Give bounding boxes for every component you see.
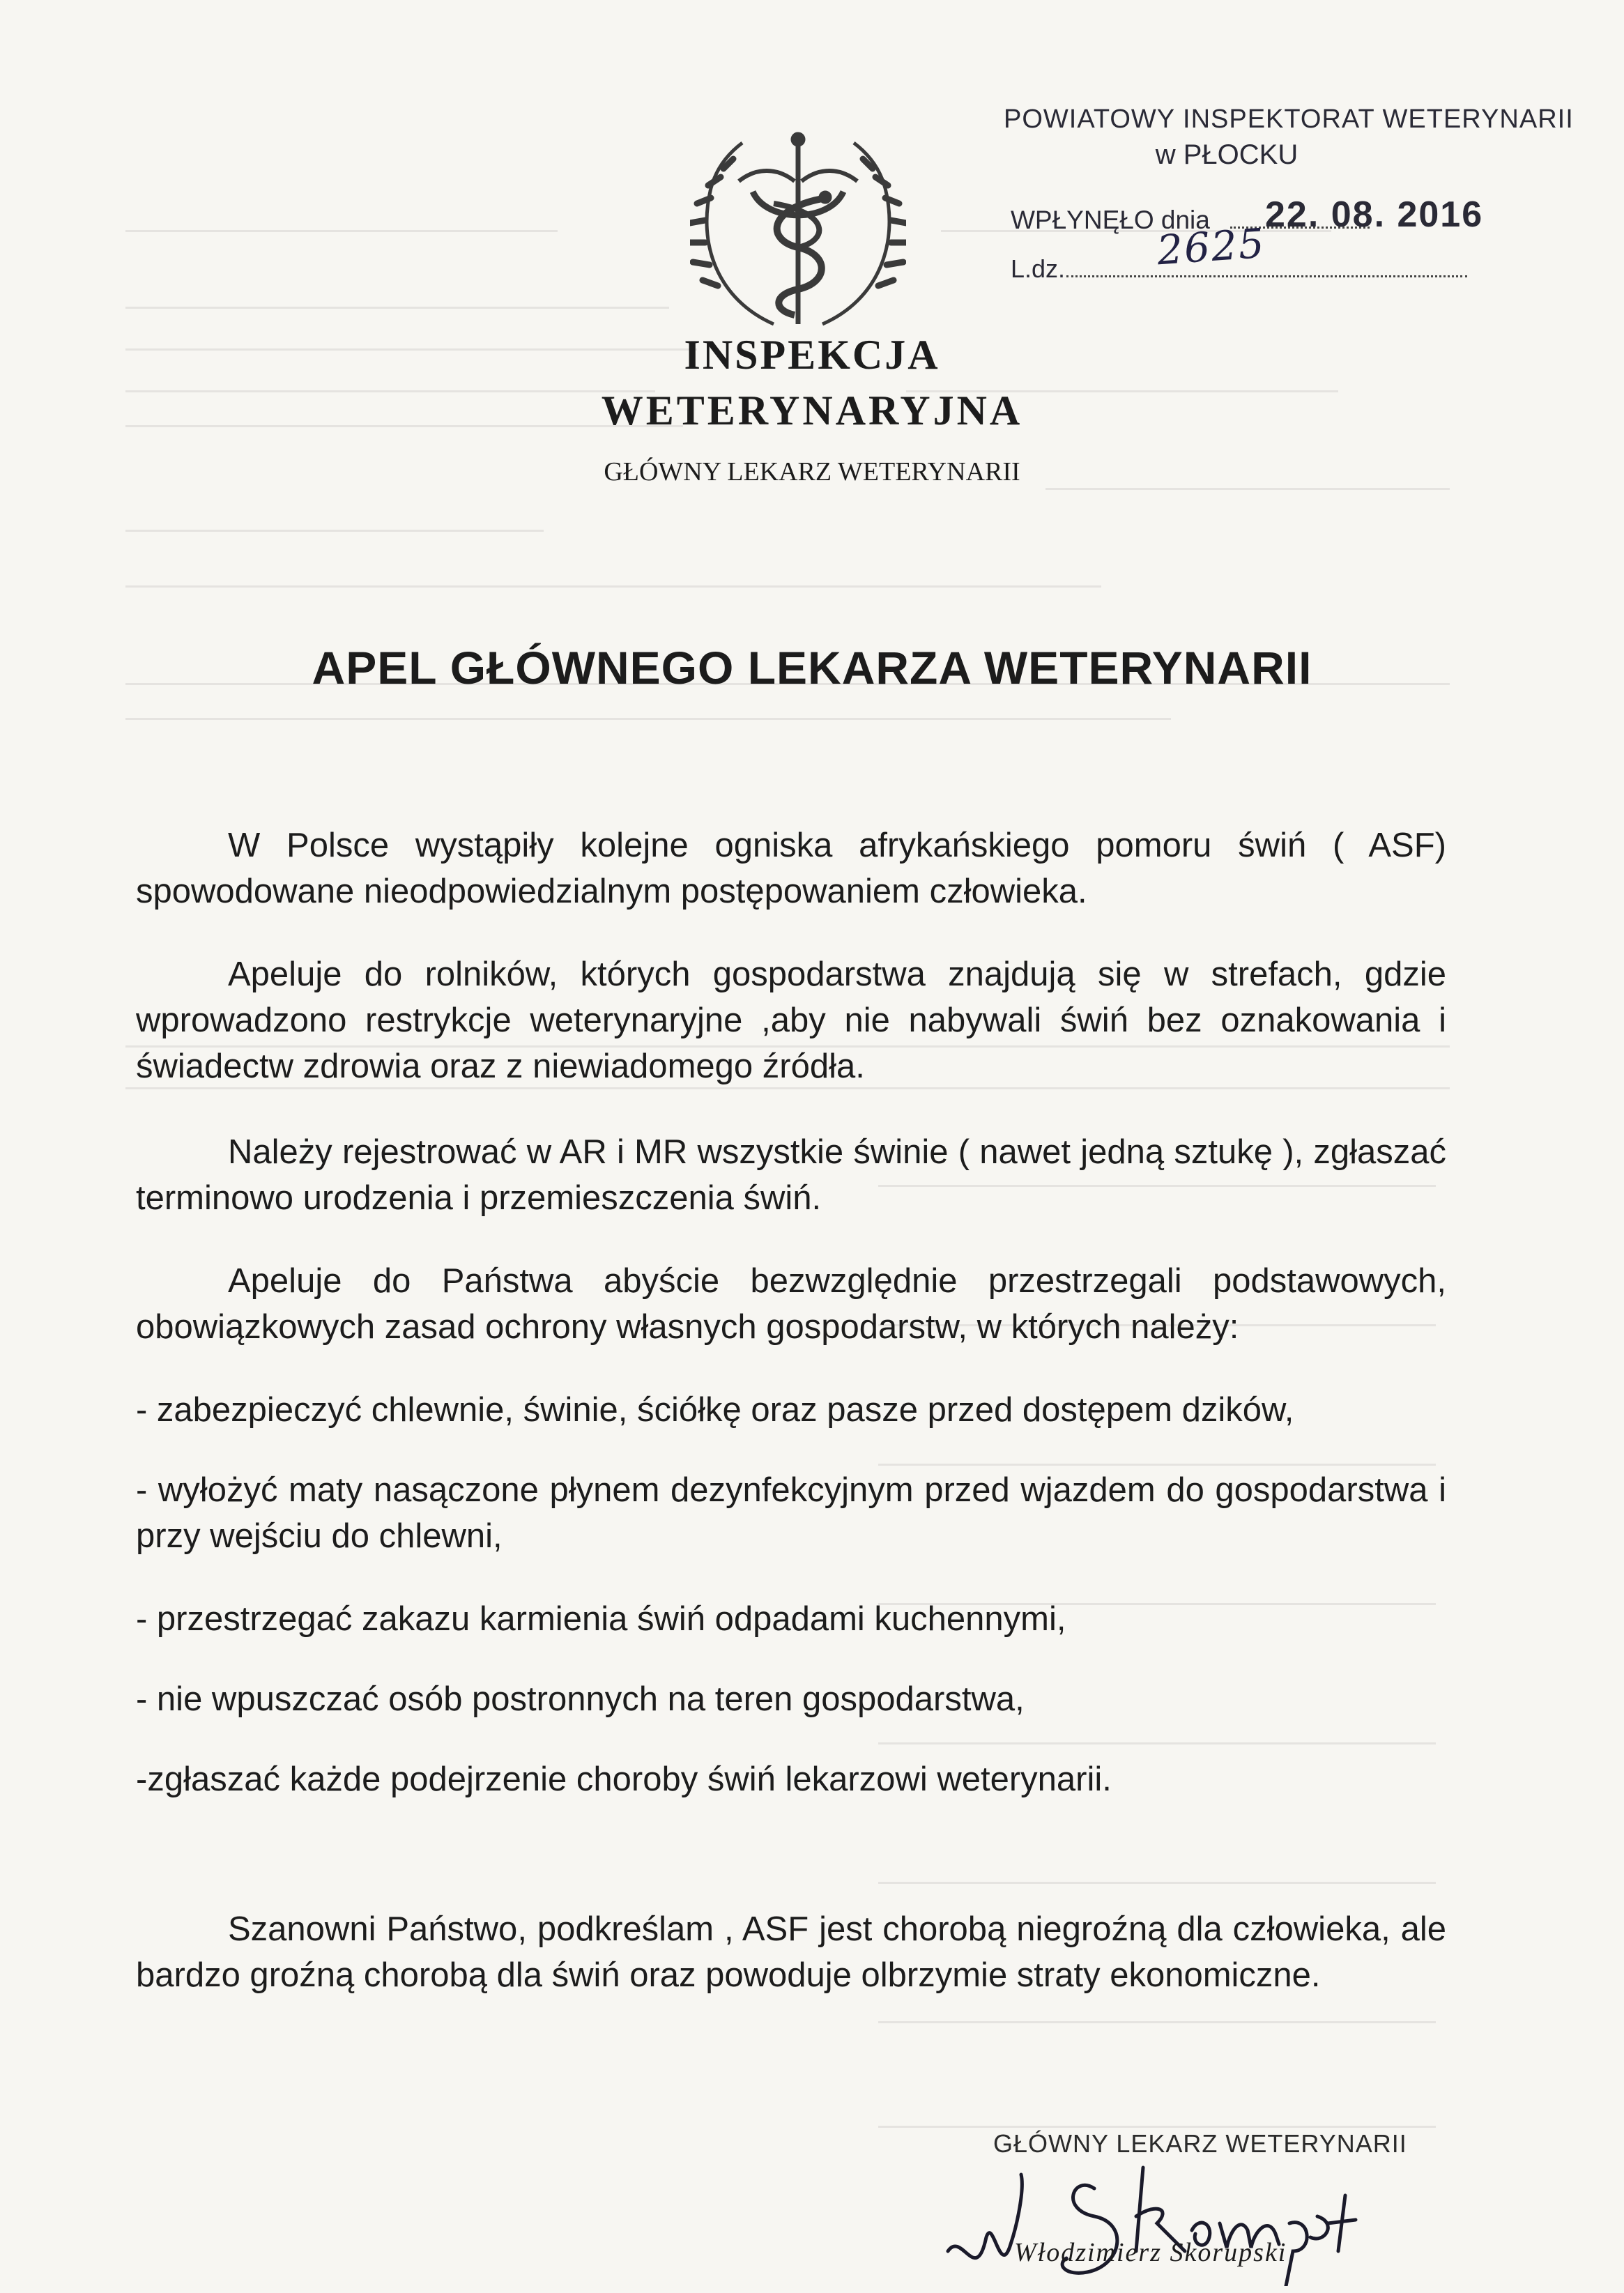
list-item: - nie wpuszczać osób postronnych na teren gospodarstwa, (136, 1680, 1025, 1718)
paragraph-5: Szanowni Państwo, podkreślam , ASF jest chorobą niegroźną dla człowieka, ale bardzo groźną chorobą dla świń oraz powoduje olbrzymie straty ekonomiczne. (136, 1910, 1446, 1994)
received-stamp (990, 105, 1574, 293)
paragraph-3: Należy rejestrować w AR i MR wszystkie świnie ( nawet jedną sztukę ), zgłaszać terminowo urodzenia i przemieszczenia świń. (136, 1133, 1446, 1217)
stamp-city: w PŁOCKU (1155, 139, 1299, 170)
header-line-3: GŁÓWNY LEKARZ WETERYNARII (604, 457, 1020, 486)
paragraph-4: Apeluje do Państwa abyście bezwzględnie przestrzegali podstawowych, obowiązkowych zasad ochrony własnych gospodarstw, w których należy: (136, 1262, 1446, 1346)
stamp-received-date: 22. 08. 2016 (1265, 194, 1484, 235)
stamp-received-label: WPŁYNĘŁO dnia (1011, 206, 1210, 234)
document-title: APEL GŁÓWNEGO LEKARZA WETERYNARII (312, 642, 1312, 693)
list-item: -zgłaszać każde podejrzenie choroby świń lekarzowi weterynarii. (136, 1761, 1112, 1798)
caduceus-wreath-emblem (690, 125, 906, 335)
header-line-1: INSPEKCJA (684, 332, 940, 378)
paragraph-2: Apeluje do rolników, których gospodarstwa znajdują się w strefach, gdzie wprowadzono restrykcje weterynaryjne ,aby nie nabywali świń bez oznakowania i świadectw zdrowia oraz z niewiadomego źródła. (136, 956, 1446, 1085)
list-item: - przestrzegać zakazu karmienia świń odpadami kuchennymi, (136, 1600, 1066, 1638)
stamp-ref-label: L.dz. (1011, 254, 1066, 283)
stamp-ref-number: 2625 (1155, 219, 1267, 275)
stamp-office: POWIATOWY INSPEKTORAT WETERYNARII (1004, 105, 1574, 134)
signature-title: GŁÓWNY LEKARZ WETERYNARII (993, 2129, 1407, 2158)
list-item: - zabezpieczyć chlewnie, świnie, ściółkę oraz pasze przed dostępem dzików, (136, 1391, 1294, 1429)
paragraph-1: W Polsce wystąpiły kolejne ogniska afrykańskiego pomoru świń ( ASF) spowodowane nieodpowiedzialnym postępowaniem człowieka. (136, 827, 1446, 910)
header-line-2: WETERYNARYJNA (601, 388, 1023, 434)
stamp-ref-dotted-line (1066, 275, 1467, 277)
signature-name: Włodzimierz Skorupski (1014, 2238, 1287, 2267)
list-item: - wyłożyć maty nasączone płynem dezynfekcyjnym przed wjazdem do gospodarstwa i przy wejściu do chlewni, (136, 1471, 1446, 1555)
